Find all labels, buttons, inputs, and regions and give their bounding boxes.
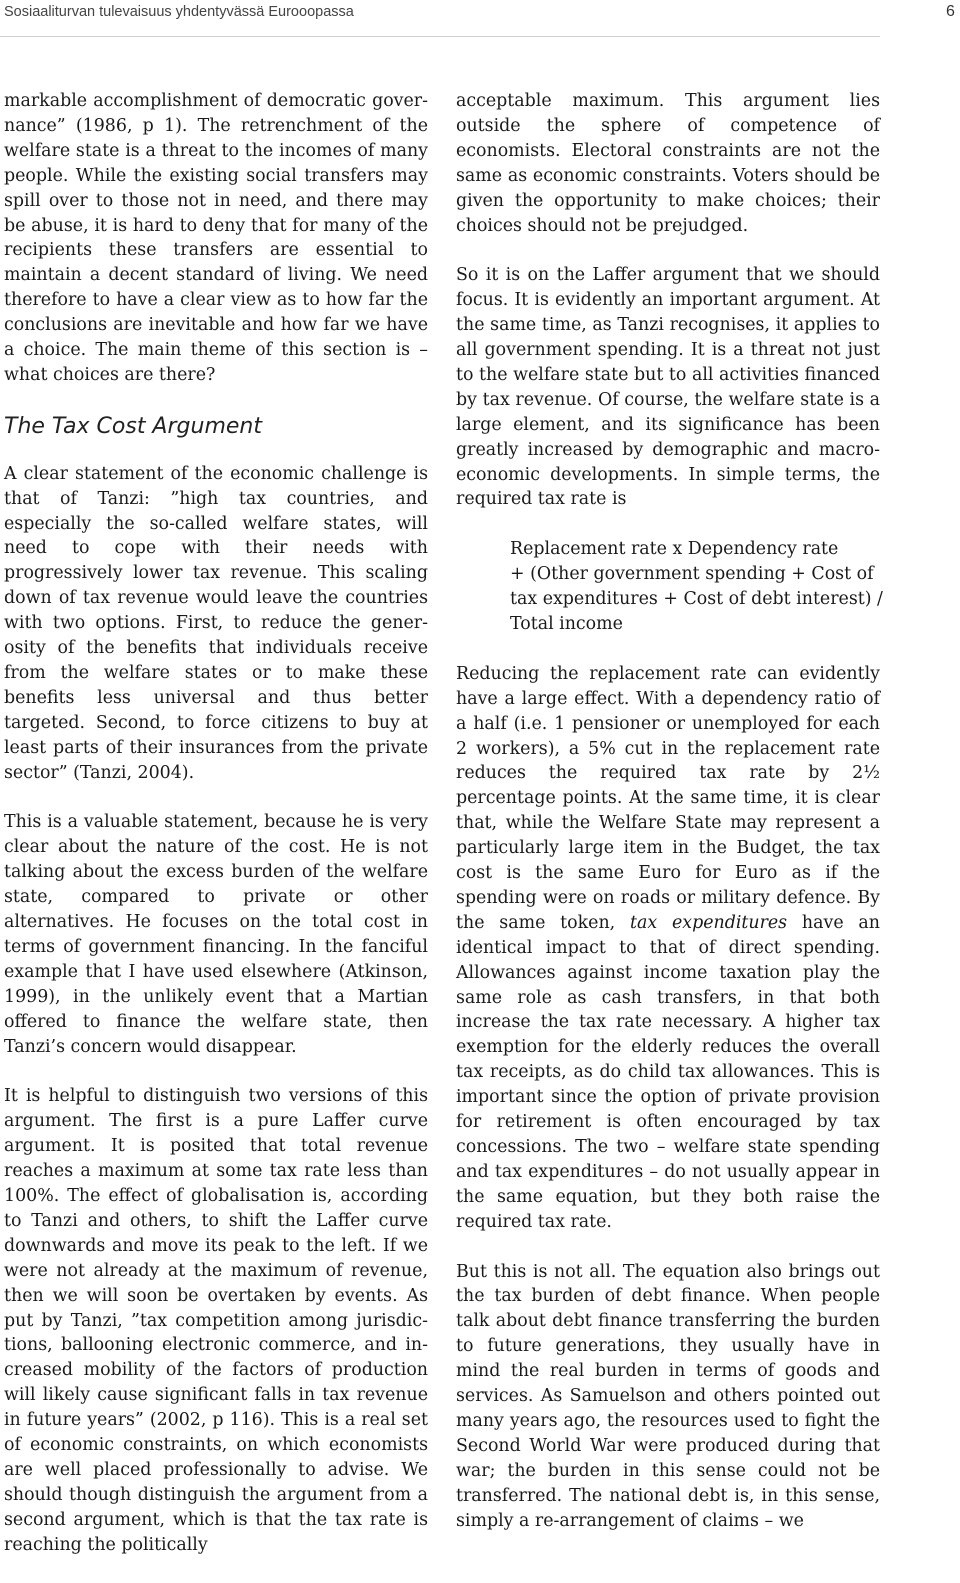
paragraph: This is a valuable statement, because he is very clear about the nature of the cost. He is not talking about the excess burden of the welfare state, compared to private or other alternatives. He focuses on the total cost in terms of government financing. In the fanciful example that I have used elsewhere (Atkinson, 1999), in the unlikely event that a Martian offered to finance the welfare state, then Tanzi’s concern would disappear.: [4, 812, 428, 1057]
left-column: [4, 89, 428, 1583]
paragraph: [456, 662, 880, 1235]
paragraph: A clear statement of the economic challenge is that of Tanzi: ”high tax countries, and especially the so-called welfare states, will need to cope with their needs with progressively lower tax revenue. This scaling down of tax revenue would leave the countries with two options. First, to reduce the generosity of the benefits that individuals receive from the welfare states or to make these benefits less universal and thus better targeted. Second, to force citizens to buy at least parts of their insurances from the private sector” (Tanzi, 2004).: [4, 463, 428, 783]
tax-rate-formula: [510, 537, 883, 637]
running-header: Sosiaaliturvan tulevaisuus yhdentyvässä Eurooopassa: [4, 4, 354, 20]
formula-line: Replacement rate x Dependency rate: [510, 539, 839, 560]
paragraph: But this is not all. The equation also brings out the tax burden of debt finance. When people talk about debt finance transferring the burden to future generations, they usually have in mind the real burden in terms of goods and services. As Samuelson and others pointed out many years ago, the resources used to fight the Second World War were produced during that war; the burden in this sense could not be transferred. The national debt is, in this sense, simply a re-arrangement of claims – we: [456, 1261, 880, 1531]
header-divider: [0, 36, 880, 37]
emphasis-text: tax expenditures: [630, 912, 788, 933]
text-run: Reducing the replacement rate can evidently have a large effect. With a dependency ratio of a half (i.e. 1 pensioner or unemployed for each 2 workers), a 5% cut in the replacement rate reduces the required tax rate by 2½ percentage points. At the same time, it is clear that, while the Welfare State may represent a particularly large item in the Budget, the tax cost is the same Euro for Euro as if the spending were on roads or military defence. By the same token,: [456, 663, 880, 933]
paragraph: acceptable maximum. This argument lies outside the sphere of competence of economists. Electoral constraints are not the same as economic constraints. Voters should be given the opportunity to make choices; their choices should not be prejudged.: [456, 91, 880, 236]
formula-line: tax expenditures + Cost of debt interest) /: [510, 589, 883, 610]
paragraph: It is helpful to distinguish two versions of this argument. The first is a pure Laffer curve argument. It is posited that total revenue reaches a maximum at some tax rate less than 100%. The effect of globalisation is, according to Tanzi and others, to shift the Laffer curve downwards and move its peak to the left. If we were not already at the maximum of revenue, then we will soon be overtaken by events. As put by Tanzi, ”tax competition among jurisdictions, ballooning electronic commerce, and increased mobility of the factors of production will likely cause significant falls in tax revenue in future years” (2002, p 116). This is a real set of economic constraints, on which economists are well placed professionally to advise. We should though distinguish the argument from a second argument, which is that the tax rate is reaching the politically: [4, 1086, 428, 1555]
paragraph: markable accomplishment of democratic governance” (1986, p 1). The retrenchment of the welfare state is a threat to the incomes of many people. While the existing social transfers may spill over to those not in need, and there may be abuse, it is hard to deny that for many of the recipients these transfers are essential to maintain a decent standard of living. We need therefore to have a clear view as to how far the conclusions are inevitable and how far we have a choice. The main theme of this section is – what choices are there?: [4, 91, 428, 385]
paragraph: So it is on the Laffer argument that we should focus. It is evidently an important argument. At the same time, as Tanzi recognises, it applies to all government spending. It is a threat not just to the welfare state but to all activities financed by tax revenue. Of course, the welfare state is a large element, and its significance has been greatly increased by demographic and macro-economic developments. In simple terms, the required tax rate is: [456, 265, 880, 510]
formula-line: + (Other government spending + Cost of: [510, 564, 874, 585]
right-column: [456, 89, 883, 1558]
section-heading: The Tax Cost Argument: [4, 413, 262, 439]
page-number: 6: [946, 3, 955, 20]
formula-line: Total income: [510, 614, 623, 634]
text-run: have an identical impact to that of direct spending. Allowances against income taxation play the same role as cash transfers, in that both increase the tax rate necessary. A higher tax exemption for the elderly reduces the overall tax receipts, as do child tax allowances. This is important since the option of private provision for retirement is often encouraged by tax concessions. The two – welfare state spending and tax expenditures – do not usually appear in the same equation, but they both raise the required tax rate.: [456, 912, 880, 1232]
